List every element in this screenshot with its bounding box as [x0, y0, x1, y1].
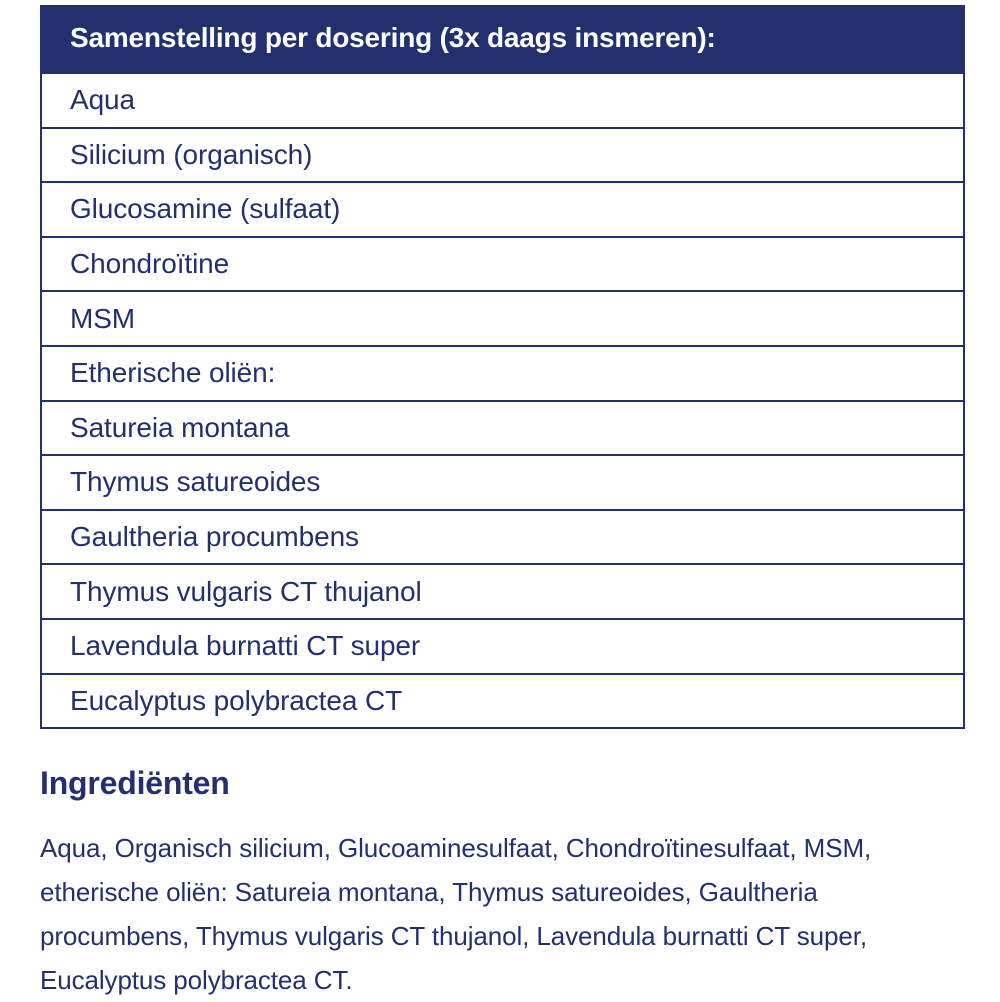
ingredient-name: Etherische oliën:: [70, 357, 276, 389]
ingredient-name: Eucalyptus polybractea CT: [70, 684, 403, 716]
ingredient-name: Thymus satureoides: [70, 466, 321, 498]
table-row: [42, 345, 963, 400]
table-row: [42, 563, 963, 618]
table-row: [42, 509, 963, 564]
ingredient-name: Silicium (organisch): [70, 138, 313, 170]
ingredient-name: Aqua: [70, 84, 135, 116]
table-row: [42, 673, 963, 728]
ingredient-name: Gaultheria procumbens: [70, 521, 359, 553]
ingredient-name: Lavendula burnatti CT super: [70, 630, 421, 662]
ingredient-name: MSM: [70, 302, 136, 334]
table-row: [42, 181, 963, 236]
ingredient-name: Glucosamine (sulfaat): [70, 193, 341, 225]
table-row: [42, 127, 963, 182]
ingredient-name: Thymus vulgaris CT thujanol: [70, 575, 422, 607]
table-row: [42, 290, 963, 345]
table-row: [42, 454, 963, 509]
table-row: [42, 618, 963, 673]
ingredients-text: Aqua, Organisch silicium, Glucoaminesulfaat, Chondroïtinesulfaat, MSM, etherische oliën: Satureia montana, Thymus satureoides, Gaultheria procumbens, Thymus vulgaris CT thujanol, Lavendula burnatti CT super, Eucalyptus polybractea CT.: [40, 833, 872, 995]
table-row: [42, 236, 963, 291]
ingredient-name: Chondroïtine: [70, 248, 230, 280]
composition-table-header: Samenstelling per dosering (3x daags insmeren):: [42, 5, 963, 72]
table-row: [42, 400, 963, 455]
composition-table: [40, 5, 965, 729]
ingredient-name: Satureia montana: [70, 411, 290, 443]
table-row: [42, 72, 963, 127]
ingredients-heading: Ingrediënten: [40, 765, 230, 801]
